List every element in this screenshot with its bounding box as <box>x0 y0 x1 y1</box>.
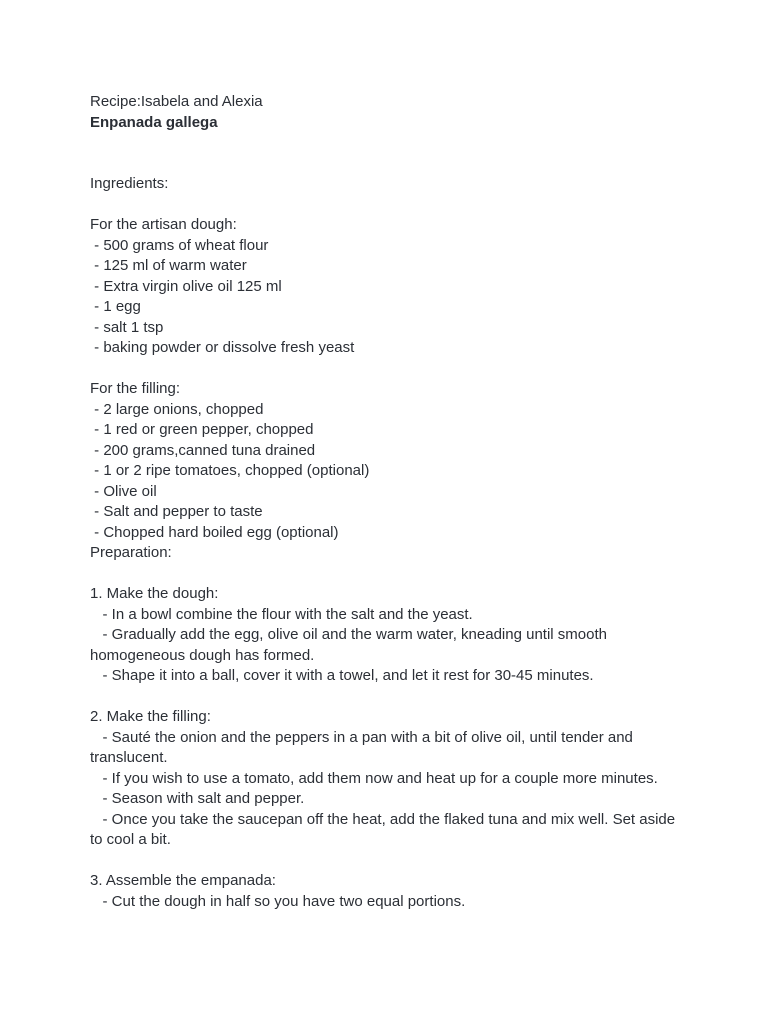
dough-item: - salt 1 tsp <box>90 318 164 336</box>
step-line: - In a bowl combine the flour with the salt and the yeast. <box>90 605 473 623</box>
step-heading: 3. Assemble the empanada: <box>90 872 276 889</box>
step-heading: 2. Make the filling: <box>90 708 211 725</box>
filling-item: - Olive oil <box>90 482 157 500</box>
step-line: - Season with salt and pepper. <box>90 790 305 807</box>
dough-item: - 1 egg <box>90 298 141 315</box>
dough-item: - Extra virgin olive oil 125 ml <box>90 277 282 295</box>
recipe-document <box>90 92 690 912</box>
dough-heading: For the artisan dough: <box>90 216 237 233</box>
filling-item: - Chopped hard boiled egg (optional) <box>90 523 339 541</box>
filling-heading: For the filling: <box>90 380 181 397</box>
spacer <box>90 564 690 585</box>
step-line: - Cut the dough in half so you have two equal portions. <box>90 892 466 910</box>
spacer <box>90 359 690 380</box>
step-line: - Once you take the saucepan off the heat, add the flaked tuna and mix well. Set aside to cool a bit. <box>90 810 680 848</box>
recipe-title: Enpanada gallega <box>90 113 218 131</box>
step-line: - Gradually add the egg, olive oil and the warm water, kneading until smooth homogeneous dough has formed. <box>90 626 612 664</box>
step-line: - Shape it into a ball, cover it with a towel, and let it rest for 30-45 minutes. <box>90 667 594 684</box>
step-line: - Sauté the onion and the peppers in a pan with a bit of olive oil, until tender and translucent. <box>90 728 638 766</box>
preparation-heading: Preparation: <box>90 544 172 561</box>
ingredients-heading: Ingredients: <box>90 175 169 192</box>
filling-item: - 2 large onions, chopped <box>90 400 264 418</box>
spacer <box>90 133 690 174</box>
recipe-author-line: Recipe:Isabela and Alexia <box>90 93 263 110</box>
dough-item: - baking powder or dissolve fresh yeast <box>90 339 355 356</box>
dough-item: - 500 grams of wheat flour <box>90 236 269 254</box>
spacer <box>90 195 690 216</box>
step-line: - If you wish to use a tomato, add them now and heat up for a couple more minutes. <box>90 769 658 787</box>
filling-item: - Salt and pepper to taste <box>90 503 263 520</box>
filling-item: - 1 or 2 ripe tomatoes, chopped (optional) <box>90 462 370 479</box>
dough-item: - 125 ml of warm water <box>90 257 247 274</box>
step-heading: 1. Make the dough: <box>90 585 219 602</box>
filling-item: - 1 red or green pepper, chopped <box>90 421 314 438</box>
filling-item: - 200 grams,canned tuna drained <box>90 441 316 459</box>
spacer <box>90 851 690 872</box>
spacer <box>90 687 690 708</box>
